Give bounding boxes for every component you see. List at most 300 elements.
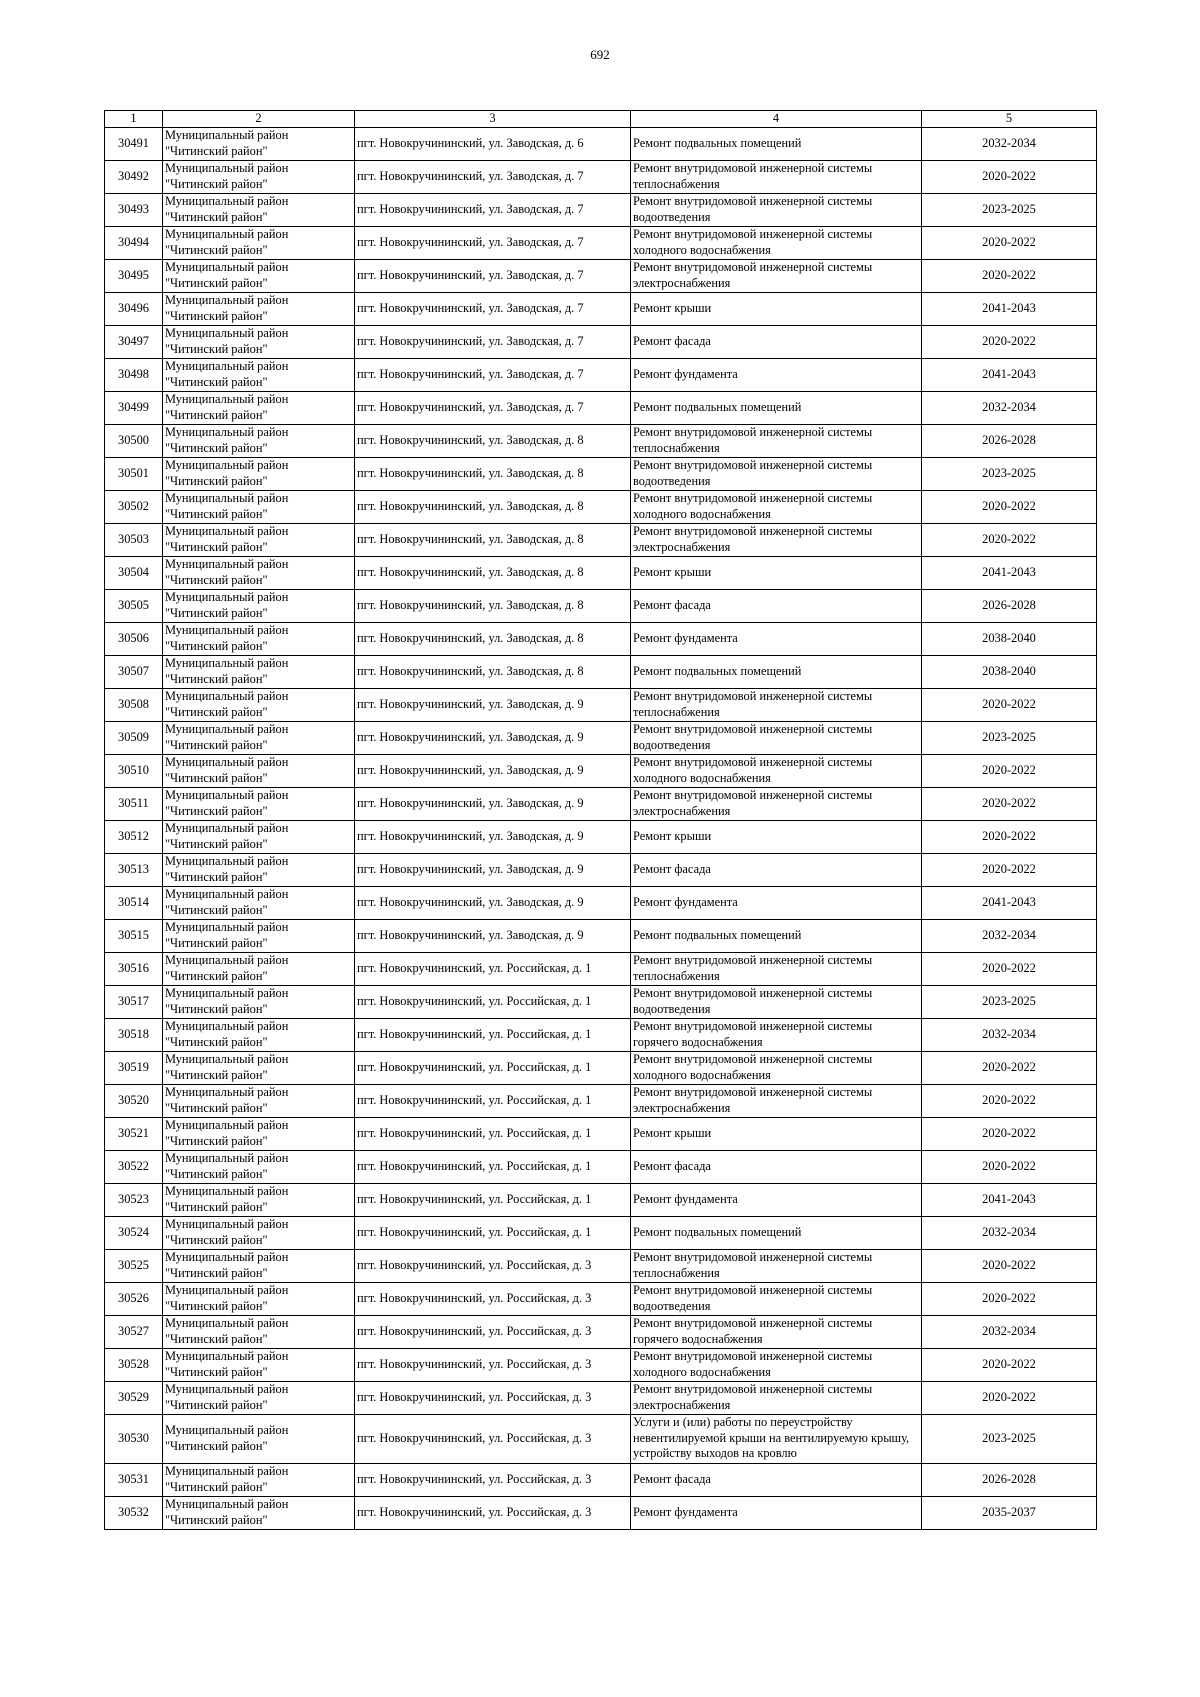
municipality-line: Муниципальный район (165, 557, 289, 571)
municipality-line: "Читинский район" (165, 374, 268, 389)
row-number: 30499 (105, 391, 163, 424)
municipality-line: "Читинский район" (165, 1232, 268, 1247)
work-type-cell: Ремонт фасада (631, 853, 922, 886)
municipality-cell (163, 325, 355, 358)
table-row (105, 160, 1097, 193)
row-number: 30518 (105, 1018, 163, 1051)
municipality-line: "Читинский район" (165, 1479, 268, 1494)
municipality-line: "Читинский район" (165, 1298, 268, 1313)
period-cell: 2020-2022 (922, 1117, 1097, 1150)
municipality-line: "Читинский район" (165, 1512, 268, 1527)
municipality-line: Муниципальный район (165, 821, 289, 835)
municipality-cell (163, 358, 355, 391)
table-row (105, 1463, 1097, 1496)
address-cell: пгт. Новокручининский, ул. Заводская, д. 9 (355, 886, 631, 919)
municipality-line: "Читинский район" (165, 1067, 268, 1082)
municipality-line: "Читинский район" (165, 242, 268, 257)
row-number: 30512 (105, 820, 163, 853)
municipality-cell (163, 853, 355, 886)
header-col-1: 1 (105, 111, 163, 128)
row-number: 30531 (105, 1463, 163, 1496)
municipality-line: Муниципальный район (165, 1184, 289, 1198)
work-type-cell: Ремонт внутридомовой инженерной системы электроснабжения (631, 1381, 922, 1414)
work-type-cell: Ремонт внутридомовой инженерной системы водоотведения (631, 1282, 922, 1315)
address-cell: пгт. Новокручининский, ул. Российская, д. 3 (355, 1348, 631, 1381)
municipality-cell (163, 457, 355, 490)
row-number: 30493 (105, 193, 163, 226)
row-number: 30509 (105, 721, 163, 754)
row-number: 30513 (105, 853, 163, 886)
address-cell: пгт. Новокручининский, ул. Российская, д. 1 (355, 1216, 631, 1249)
period-cell: 2041-2043 (922, 886, 1097, 919)
municipality-cell (163, 1414, 355, 1463)
address-cell: пгт. Новокручининский, ул. Российская, д. 1 (355, 1150, 631, 1183)
work-schedule-table (104, 110, 1097, 1530)
address-cell: пгт. Новокручининский, ул. Заводская, д. 9 (355, 853, 631, 886)
row-number: 30526 (105, 1282, 163, 1315)
work-type-cell: Ремонт фундамента (631, 1183, 922, 1216)
period-cell: 2032-2034 (922, 1018, 1097, 1051)
period-cell: 2020-2022 (922, 523, 1097, 556)
row-number: 30506 (105, 622, 163, 655)
municipality-line: "Читинский район" (165, 704, 268, 719)
table-row (105, 457, 1097, 490)
table-row (105, 919, 1097, 952)
work-type-cell: Ремонт внутридомовой инженерной системы водоотведения (631, 457, 922, 490)
municipality-line: "Читинский район" (165, 968, 268, 983)
table-row (105, 325, 1097, 358)
row-number: 30511 (105, 787, 163, 820)
municipality-line: "Читинский район" (165, 209, 268, 224)
work-type-cell: Ремонт крыши (631, 1117, 922, 1150)
municipality-line: Муниципальный район (165, 491, 289, 505)
municipality-cell (163, 688, 355, 721)
municipality-cell (163, 952, 355, 985)
table-row (105, 1018, 1097, 1051)
municipality-line: Муниципальный район (165, 689, 289, 703)
period-cell: 2035-2037 (922, 1496, 1097, 1529)
municipality-cell (163, 259, 355, 292)
municipality-cell (163, 1051, 355, 1084)
row-number: 30529 (105, 1381, 163, 1414)
work-type-cell: Ремонт внутридомовой инженерной системы горячего водоснабжения (631, 1018, 922, 1051)
work-type-cell: Ремонт подвальных помещений (631, 391, 922, 424)
municipality-cell (163, 985, 355, 1018)
address-cell: пгт. Новокручининский, ул. Российская, д. 3 (355, 1282, 631, 1315)
municipality-line: "Читинский район" (165, 1397, 268, 1412)
table-row (105, 259, 1097, 292)
header-col-3: 3 (355, 111, 631, 128)
municipality-cell (163, 655, 355, 688)
row-number: 30500 (105, 424, 163, 457)
municipality-line: Муниципальный район (165, 392, 289, 406)
municipality-line: Муниципальный район (165, 722, 289, 736)
municipality-line: Муниципальный район (165, 1316, 289, 1330)
municipality-line: "Читинский район" (165, 275, 268, 290)
work-type-cell: Ремонт внутридомовой инженерной системы холодного водоснабжения (631, 1348, 922, 1381)
address-cell: пгт. Новокручининский, ул. Заводская, д. 8 (355, 424, 631, 457)
table-row (105, 952, 1097, 985)
table-row (105, 589, 1097, 622)
work-type-cell: Ремонт внутридомовой инженерной системы горячего водоснабжения (631, 1315, 922, 1348)
table-row (105, 622, 1097, 655)
table-row (105, 226, 1097, 259)
period-cell: 2023-2025 (922, 457, 1097, 490)
period-cell: 2020-2022 (922, 490, 1097, 523)
work-type-cell: Ремонт внутридомовой инженерной системы электроснабжения (631, 1084, 922, 1117)
address-cell: пгт. Новокручининский, ул. Заводская, д. 8 (355, 523, 631, 556)
address-cell: пгт. Новокручининский, ул. Заводская, д. 9 (355, 787, 631, 820)
municipality-cell (163, 1183, 355, 1216)
row-number: 30516 (105, 952, 163, 985)
work-type-cell: Ремонт подвальных помещений (631, 655, 922, 688)
table-row (105, 655, 1097, 688)
address-cell: пгт. Новокручининский, ул. Российская, д. 1 (355, 952, 631, 985)
municipality-line: Муниципальный район (165, 1217, 289, 1231)
table-row (105, 127, 1097, 160)
municipality-line: Муниципальный район (165, 788, 289, 802)
period-cell: 2041-2043 (922, 358, 1097, 391)
municipality-line: Муниципальный район (165, 1349, 289, 1363)
municipality-line: "Читинский район" (165, 1438, 268, 1453)
address-cell: пгт. Новокручининский, ул. Российская, д. 3 (355, 1414, 631, 1463)
table-row (105, 1496, 1097, 1529)
table-row (105, 1348, 1097, 1381)
period-cell: 2032-2034 (922, 391, 1097, 424)
work-type-cell: Ремонт внутридомовой инженерной системы холодного водоснабжения (631, 754, 922, 787)
period-cell: 2041-2043 (922, 292, 1097, 325)
municipality-cell (163, 556, 355, 589)
municipality-line: "Читинский район" (165, 1265, 268, 1280)
municipality-line: Муниципальный район (165, 326, 289, 340)
work-type-cell: Услуги и (или) работы по переустройству невентилируемой крыши на вентилируемую крышу, устройству выходов на кровлю (631, 1414, 922, 1463)
address-cell: пгт. Новокручининский, ул. Заводская, д. 9 (355, 919, 631, 952)
municipality-cell (163, 589, 355, 622)
municipality-line: Муниципальный район (165, 1085, 289, 1099)
table-row (105, 1051, 1097, 1084)
address-cell: пгт. Новокручининский, ул. Заводская, д. 8 (355, 589, 631, 622)
row-number: 30530 (105, 1414, 163, 1463)
page-number: 692 (590, 47, 610, 62)
municipality-line: Муниципальный район (165, 656, 289, 670)
period-cell: 2020-2022 (922, 1084, 1097, 1117)
header-row (105, 111, 1097, 128)
row-number: 30504 (105, 556, 163, 589)
work-type-cell: Ремонт фундамента (631, 622, 922, 655)
municipality-line: "Читинский район" (165, 1166, 268, 1181)
table-row (105, 193, 1097, 226)
address-cell: пгт. Новокручининский, ул. Российская, д. 3 (355, 1249, 631, 1282)
municipality-line: Муниципальный район (165, 1283, 289, 1297)
municipality-line: Муниципальный район (165, 1382, 289, 1396)
period-cell: 2026-2028 (922, 1463, 1097, 1496)
table-row (105, 886, 1097, 919)
table-row (105, 358, 1097, 391)
table-row (105, 1150, 1097, 1183)
municipality-line: Муниципальный район (165, 887, 289, 901)
table-row (105, 754, 1097, 787)
municipality-line: "Читинский район" (165, 1199, 268, 1214)
municipality-line: "Читинский район" (165, 308, 268, 323)
table-row (105, 721, 1097, 754)
address-cell: пгт. Новокручининский, ул. Заводская, д. 7 (355, 325, 631, 358)
table-row (105, 490, 1097, 523)
row-number: 30522 (105, 1150, 163, 1183)
municipality-cell (163, 1249, 355, 1282)
municipality-line: "Читинский район" (165, 737, 268, 752)
row-number: 30498 (105, 358, 163, 391)
municipality-cell (163, 523, 355, 556)
municipality-line: Муниципальный район (165, 854, 289, 868)
table-row (105, 391, 1097, 424)
address-cell: пгт. Новокручининский, ул. Российская, д. 3 (355, 1496, 631, 1529)
municipality-cell (163, 1216, 355, 1249)
table-row (105, 1282, 1097, 1315)
municipality-cell (163, 1117, 355, 1150)
municipality-line: Муниципальный район (165, 920, 289, 934)
municipality-line: "Читинский район" (165, 1331, 268, 1346)
municipality-cell (163, 1381, 355, 1414)
row-number: 30495 (105, 259, 163, 292)
work-type-cell: Ремонт внутридомовой инженерной системы теплоснабжения (631, 952, 922, 985)
address-cell: пгт. Новокручининский, ул. Заводская, д. 7 (355, 160, 631, 193)
period-cell: 2020-2022 (922, 1282, 1097, 1315)
municipality-line: "Читинский район" (165, 1001, 268, 1016)
period-cell: 2020-2022 (922, 853, 1097, 886)
address-cell: пгт. Новокручининский, ул. Заводская, д. 9 (355, 754, 631, 787)
row-number: 30532 (105, 1496, 163, 1529)
period-cell: 2020-2022 (922, 1150, 1097, 1183)
table-row (105, 787, 1097, 820)
municipality-line: Муниципальный район (165, 1019, 289, 1033)
row-number: 30523 (105, 1183, 163, 1216)
municipality-line: Муниципальный район (165, 986, 289, 1000)
address-cell: пгт. Новокручининский, ул. Заводская, д. 9 (355, 820, 631, 853)
work-type-cell: Ремонт подвальных помещений (631, 919, 922, 952)
row-number: 30524 (105, 1216, 163, 1249)
municipality-line: "Читинский район" (165, 1364, 268, 1379)
municipality-line: Муниципальный район (165, 1052, 289, 1066)
municipality-cell (163, 1348, 355, 1381)
row-number: 30527 (105, 1315, 163, 1348)
row-number: 30497 (105, 325, 163, 358)
work-type-cell: Ремонт фундамента (631, 1496, 922, 1529)
municipality-line: Муниципальный район (165, 590, 289, 604)
municipality-cell (163, 292, 355, 325)
municipality-line: Муниципальный район (165, 425, 289, 439)
work-type-cell: Ремонт внутридомовой инженерной системы водоотведения (631, 193, 922, 226)
municipality-line: "Читинский район" (165, 902, 268, 917)
municipality-line: Муниципальный район (165, 953, 289, 967)
address-cell: пгт. Новокручининский, ул. Заводская, д. 7 (355, 193, 631, 226)
address-cell: пгт. Новокручининский, ул. Заводская, д. 7 (355, 358, 631, 391)
municipality-cell (163, 721, 355, 754)
work-type-cell: Ремонт фасада (631, 1463, 922, 1496)
municipality-line: "Читинский район" (165, 869, 268, 884)
table-row (105, 556, 1097, 589)
municipality-line: "Читинский район" (165, 935, 268, 950)
row-number: 30514 (105, 886, 163, 919)
municipality-cell (163, 127, 355, 160)
municipality-line: "Читинский район" (165, 1133, 268, 1148)
municipality-line: Муниципальный район (165, 458, 289, 472)
municipality-line: Муниципальный район (165, 1464, 289, 1478)
address-cell: пгт. Новокручининский, ул. Российская, д. 1 (355, 1183, 631, 1216)
row-number: 30515 (105, 919, 163, 952)
municipality-cell (163, 622, 355, 655)
municipality-line: "Читинский район" (165, 176, 268, 191)
municipality-line: Муниципальный район (165, 1151, 289, 1165)
work-type-cell: Ремонт внутридомовой инженерной системы теплоснабжения (631, 160, 922, 193)
municipality-line: Муниципальный район (165, 161, 289, 175)
municipality-cell (163, 886, 355, 919)
period-cell: 2020-2022 (922, 787, 1097, 820)
municipality-line: Муниципальный район (165, 128, 289, 142)
municipality-line: "Читинский район" (165, 638, 268, 653)
period-cell: 2020-2022 (922, 325, 1097, 358)
municipality-line: "Читинский район" (165, 473, 268, 488)
period-cell: 2020-2022 (922, 1051, 1097, 1084)
municipality-line: Муниципальный район (165, 1423, 289, 1437)
municipality-cell (163, 1150, 355, 1183)
table-row (105, 1414, 1097, 1463)
work-type-cell: Ремонт внутридомовой инженерной системы водоотведения (631, 985, 922, 1018)
row-number: 30502 (105, 490, 163, 523)
work-type-cell: Ремонт внутридомовой инженерной системы водоотведения (631, 721, 922, 754)
row-number: 30520 (105, 1084, 163, 1117)
municipality-cell (163, 391, 355, 424)
table-row (105, 688, 1097, 721)
period-cell: 2038-2040 (922, 622, 1097, 655)
municipality-cell (163, 424, 355, 457)
municipality-cell (163, 1463, 355, 1496)
municipality-line: "Читинский район" (165, 1034, 268, 1049)
row-number: 30521 (105, 1117, 163, 1150)
table-row (105, 820, 1097, 853)
work-type-cell: Ремонт внутридомовой инженерной системы холодного водоснабжения (631, 1051, 922, 1084)
period-cell: 2020-2022 (922, 226, 1097, 259)
row-number: 30494 (105, 226, 163, 259)
period-cell: 2026-2028 (922, 424, 1097, 457)
municipality-line: "Читинский район" (165, 803, 268, 818)
period-cell: 2020-2022 (922, 1249, 1097, 1282)
header-col-5: 5 (922, 111, 1097, 128)
municipality-line: Муниципальный район (165, 1497, 289, 1511)
municipality-line: "Читинский район" (165, 770, 268, 785)
table-row (105, 1216, 1097, 1249)
address-cell: пгт. Новокручининский, ул. Заводская, д. 8 (355, 655, 631, 688)
row-number: 30508 (105, 688, 163, 721)
municipality-cell (163, 754, 355, 787)
municipality-line: "Читинский район" (165, 572, 268, 587)
municipality-line: "Читинский район" (165, 1100, 268, 1115)
table-row (105, 985, 1097, 1018)
period-cell: 2020-2022 (922, 160, 1097, 193)
period-cell: 2020-2022 (922, 820, 1097, 853)
work-type-cell: Ремонт фундамента (631, 358, 922, 391)
address-cell: пгт. Новокручининский, ул. Заводская, д. 7 (355, 226, 631, 259)
period-cell: 2038-2040 (922, 655, 1097, 688)
period-cell: 2032-2034 (922, 1216, 1097, 1249)
period-cell: 2020-2022 (922, 952, 1097, 985)
address-cell: пгт. Новокручининский, ул. Российская, д. 3 (355, 1315, 631, 1348)
municipality-line: Муниципальный район (165, 1118, 289, 1132)
address-cell: пгт. Новокручининский, ул. Заводская, д. 7 (355, 259, 631, 292)
row-number: 30510 (105, 754, 163, 787)
municipality-line: "Читинский район" (165, 143, 268, 158)
table-body (105, 127, 1097, 1529)
municipality-line: Муниципальный район (165, 293, 289, 307)
municipality-line: Муниципальный район (165, 260, 289, 274)
table-row (105, 1381, 1097, 1414)
municipality-cell (163, 1084, 355, 1117)
period-cell: 2020-2022 (922, 754, 1097, 787)
work-type-cell: Ремонт фасада (631, 325, 922, 358)
address-cell: пгт. Новокручининский, ул. Российская, д. 1 (355, 1051, 631, 1084)
address-cell: пгт. Новокручининский, ул. Заводская, д. 6 (355, 127, 631, 160)
period-cell: 2023-2025 (922, 985, 1097, 1018)
municipality-line: "Читинский район" (165, 341, 268, 356)
municipality-line: Муниципальный район (165, 359, 289, 373)
period-cell: 2032-2034 (922, 919, 1097, 952)
row-number: 30496 (105, 292, 163, 325)
header-col-2: 2 (163, 111, 355, 128)
table-row (105, 424, 1097, 457)
row-number: 30507 (105, 655, 163, 688)
municipality-line: "Читинский район" (165, 506, 268, 521)
table-row (105, 1315, 1097, 1348)
work-type-cell: Ремонт внутридомовой инженерной системы холодного водоснабжения (631, 490, 922, 523)
row-number: 30492 (105, 160, 163, 193)
row-number: 30491 (105, 127, 163, 160)
period-cell: 2023-2025 (922, 721, 1097, 754)
municipality-cell (163, 1496, 355, 1529)
work-type-cell: Ремонт внутридомовой инженерной системы электроснабжения (631, 259, 922, 292)
address-cell: пгт. Новокручининский, ул. Заводская, д. 9 (355, 688, 631, 721)
table-row (105, 1183, 1097, 1216)
address-cell: пгт. Новокручининский, ул. Российская, д. 1 (355, 985, 631, 1018)
address-cell: пгт. Новокручининский, ул. Заводская, д. 9 (355, 721, 631, 754)
table-row (105, 1117, 1097, 1150)
municipality-cell (163, 787, 355, 820)
municipality-line: Муниципальный район (165, 524, 289, 538)
period-cell: 2020-2022 (922, 1348, 1097, 1381)
work-type-cell: Ремонт внутридомовой инженерной системы теплоснабжения (631, 1249, 922, 1282)
address-cell: пгт. Новокручининский, ул. Российская, д. 3 (355, 1463, 631, 1496)
period-cell: 2026-2028 (922, 589, 1097, 622)
address-cell: пгт. Новокручининский, ул. Российская, д. 3 (355, 1381, 631, 1414)
address-cell: пгт. Новокручининский, ул. Заводская, д. 8 (355, 556, 631, 589)
row-number: 30525 (105, 1249, 163, 1282)
municipality-cell (163, 160, 355, 193)
period-cell: 2023-2025 (922, 193, 1097, 226)
work-type-cell: Ремонт фундамента (631, 886, 922, 919)
period-cell: 2020-2022 (922, 1381, 1097, 1414)
period-cell: 2032-2034 (922, 1315, 1097, 1348)
address-cell: пгт. Новокручининский, ул. Заводская, д. 8 (355, 622, 631, 655)
address-cell: пгт. Новокручининский, ул. Российская, д. 1 (355, 1084, 631, 1117)
work-type-cell: Ремонт подвальных помещений (631, 1216, 922, 1249)
table-row (105, 292, 1097, 325)
row-number: 30505 (105, 589, 163, 622)
row-number: 30517 (105, 985, 163, 1018)
municipality-line: Муниципальный район (165, 755, 289, 769)
row-number: 30519 (105, 1051, 163, 1084)
municipality-line: Муниципальный район (165, 194, 289, 208)
header-col-4: 4 (631, 111, 922, 128)
table-row (105, 523, 1097, 556)
work-type-cell: Ремонт внутридомовой инженерной системы теплоснабжения (631, 688, 922, 721)
